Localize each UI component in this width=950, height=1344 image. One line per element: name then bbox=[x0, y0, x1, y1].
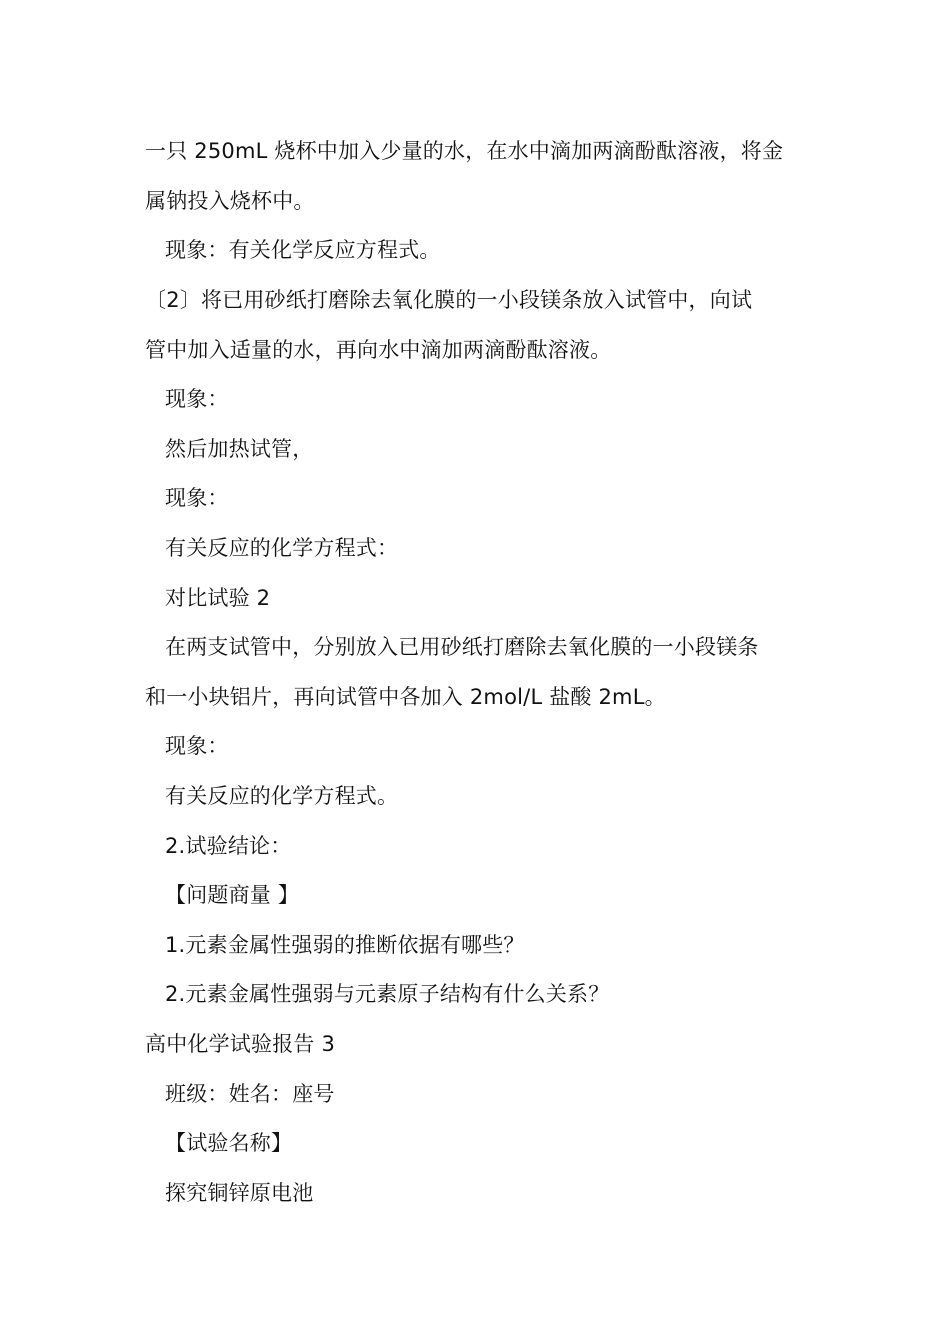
paragraph-line: 管中加入适量的水，再向水中滴加两滴酚酞溶液。 bbox=[145, 338, 612, 362]
section-heading: 【试验名称】 bbox=[165, 1131, 293, 1155]
report-title: 高中化学试验报告 3 bbox=[145, 1032, 336, 1056]
paragraph-line: 有关反应的化学方程式： bbox=[165, 536, 399, 560]
section-heading: 2.试验结论： bbox=[165, 834, 292, 858]
paragraph-line: 现象：有关化学反应方程式。 bbox=[165, 238, 441, 262]
section-heading: 【问题商量 】 bbox=[165, 883, 300, 907]
paragraph-line: 在两支试管中，分别放入已用砂纸打磨除去氧化膜的一小段镁条 bbox=[165, 635, 759, 659]
paragraph-line: 〔2〕将已用砂纸打磨除去氧化膜的一小段镁条放入试管中，向试 bbox=[145, 288, 753, 312]
list-item: 1.元素金属性强弱的推断依据有哪些？ bbox=[165, 933, 525, 957]
list-item: 2.元素金属性强弱与元素原子结构有什么关系？ bbox=[165, 982, 610, 1006]
section-heading: 对比试验 2 bbox=[165, 586, 271, 610]
paragraph-line: 一只 250mL 烧杯中加入少量的水，在水中滴加两滴酚酞溶液，将金 bbox=[145, 139, 784, 163]
paragraph-line: 属钠投入烧杯中。 bbox=[145, 189, 315, 213]
paragraph-line: 和一小块铝片，再向试管中各加入 2mol/L 盐酸 2mL。 bbox=[145, 685, 666, 709]
paragraph-line: 现象： bbox=[165, 734, 229, 758]
paragraph-line: 探究铜锌原电池 bbox=[165, 1181, 314, 1205]
paragraph-line: 班级：姓名：座号 bbox=[165, 1082, 335, 1106]
paragraph-line: 然后加热试管， bbox=[165, 437, 314, 461]
paragraph-line: 有关反应的化学方程式。 bbox=[165, 784, 399, 808]
paragraph-line: 现象： bbox=[165, 387, 229, 411]
paragraph-line: 现象： bbox=[165, 486, 229, 510]
